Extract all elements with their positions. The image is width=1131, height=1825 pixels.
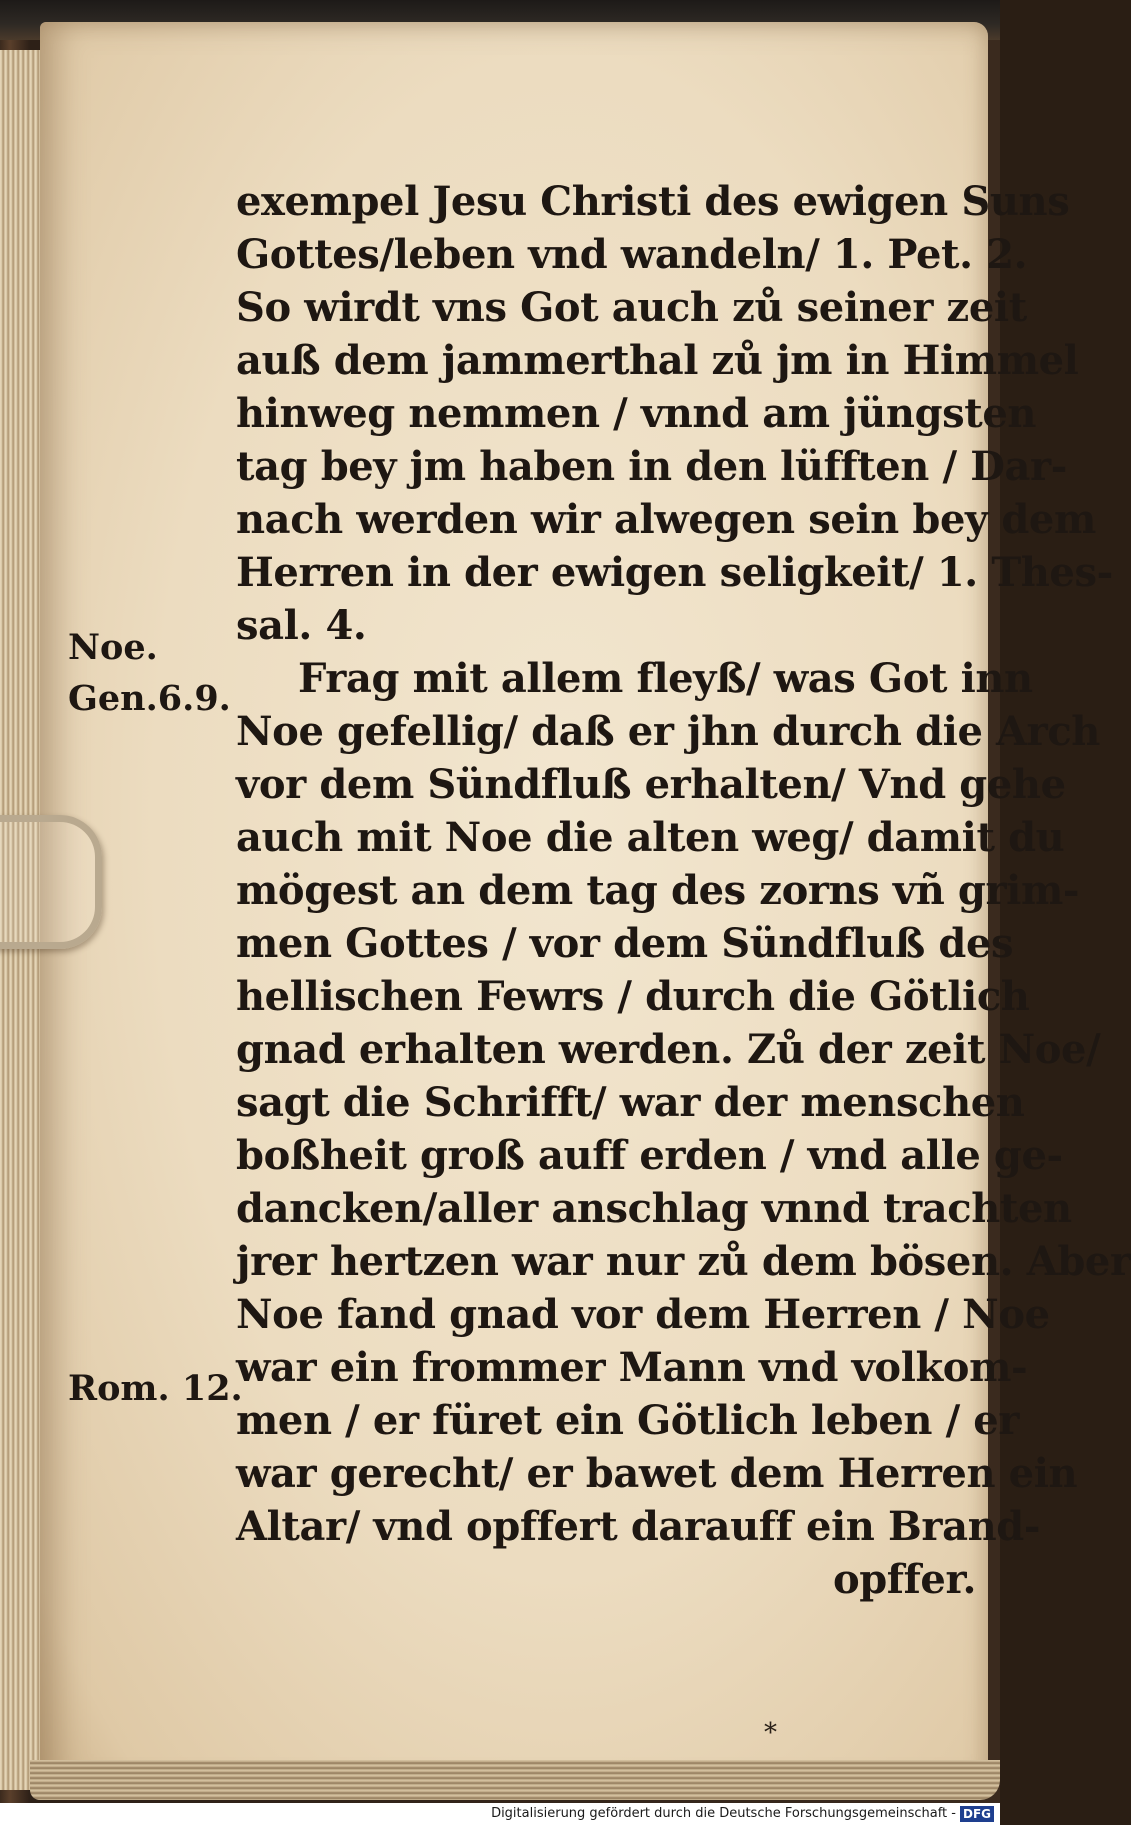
text-line: hinweg nemmen / vnnd am jüngsten (236, 390, 1037, 437)
text-line: war ein frommer Mann vnd volkom- (236, 1344, 1028, 1391)
text-line: vor dem Sündfluß erhalten/ Vnd gehe (236, 761, 1066, 808)
credit-text: Digitalisierung gefördert durch die Deutsche Forschungsgemeinschaft - (491, 1806, 956, 1821)
marginal-note: Gen.6.9. (68, 678, 231, 719)
text-line: Altar/ vnd opffert darauff ein Brand- (236, 1503, 1041, 1550)
text-line: So wirdt vns Got auch zů seiner zeit (236, 284, 1027, 331)
page-clip (0, 815, 102, 949)
text-line: exempel Jesu Christi des ewigen Suns (236, 178, 1070, 225)
text-line: war gerecht/ er bawet dem Herren ein (236, 1450, 1078, 1497)
text-line-catchword: opffer. (832, 1556, 976, 1603)
text-line: auch mit Noe die alten weg/ damit du (236, 814, 1065, 861)
text-line: Noe gefellig/ daß er jhn durch die Arch (236, 708, 1100, 755)
text-line: Herren in der ewigen seligkeit/ 1. Thes- (236, 549, 1113, 596)
text-line: tag bey jm haben in den lüfften / Dar- (236, 443, 1067, 490)
text-line: nach werden wir alwegen sein bey dem (236, 496, 1096, 543)
marginal-note: Noe. (68, 627, 158, 668)
text-line: auß dem jammerthal zů jm in Himmel (236, 337, 1079, 384)
text-line-paragraph-start: Frag mit allem fleyß/ was Got inn (298, 655, 1033, 702)
text-line: sal. 4. (236, 602, 367, 649)
text-line: men Gottes / vor dem Sündfluß des (236, 920, 1014, 967)
text-line: boßheit groß auff erden / vnd alle ge- (236, 1132, 1063, 1179)
text-line: hellischen Fewrs / durch die Götlich (236, 973, 1030, 1020)
text-line: jrer hertzen war nur zů dem bösen. Aber (236, 1238, 1131, 1285)
text-line: Noe fand gnad vor dem Herren / Noe (236, 1291, 1050, 1338)
dfg-logo: DFG (960, 1806, 994, 1822)
text-line: gnad erhalten werden. Zů der zeit Noe/ (236, 1026, 1101, 1073)
signature-mark: * (764, 1718, 777, 1748)
text-line: mögest an dem tag des zorns vñ grim- (236, 867, 1080, 914)
digitization-credit (0, 1803, 1000, 1825)
text-line: sagt die Schrifft/ war der menschen (236, 1079, 1025, 1126)
marginal-note: Rom. 12. (68, 1368, 243, 1409)
book-bottom-edge (30, 1760, 1000, 1800)
text-line: Gottes/leben vnd wandeln/ 1. Pet. 2. (236, 231, 1028, 278)
text-line: dancken/aller anschlag vnnd trachten (236, 1185, 1072, 1232)
text-line: men / er füret ein Götlich leben / er (236, 1397, 1020, 1444)
